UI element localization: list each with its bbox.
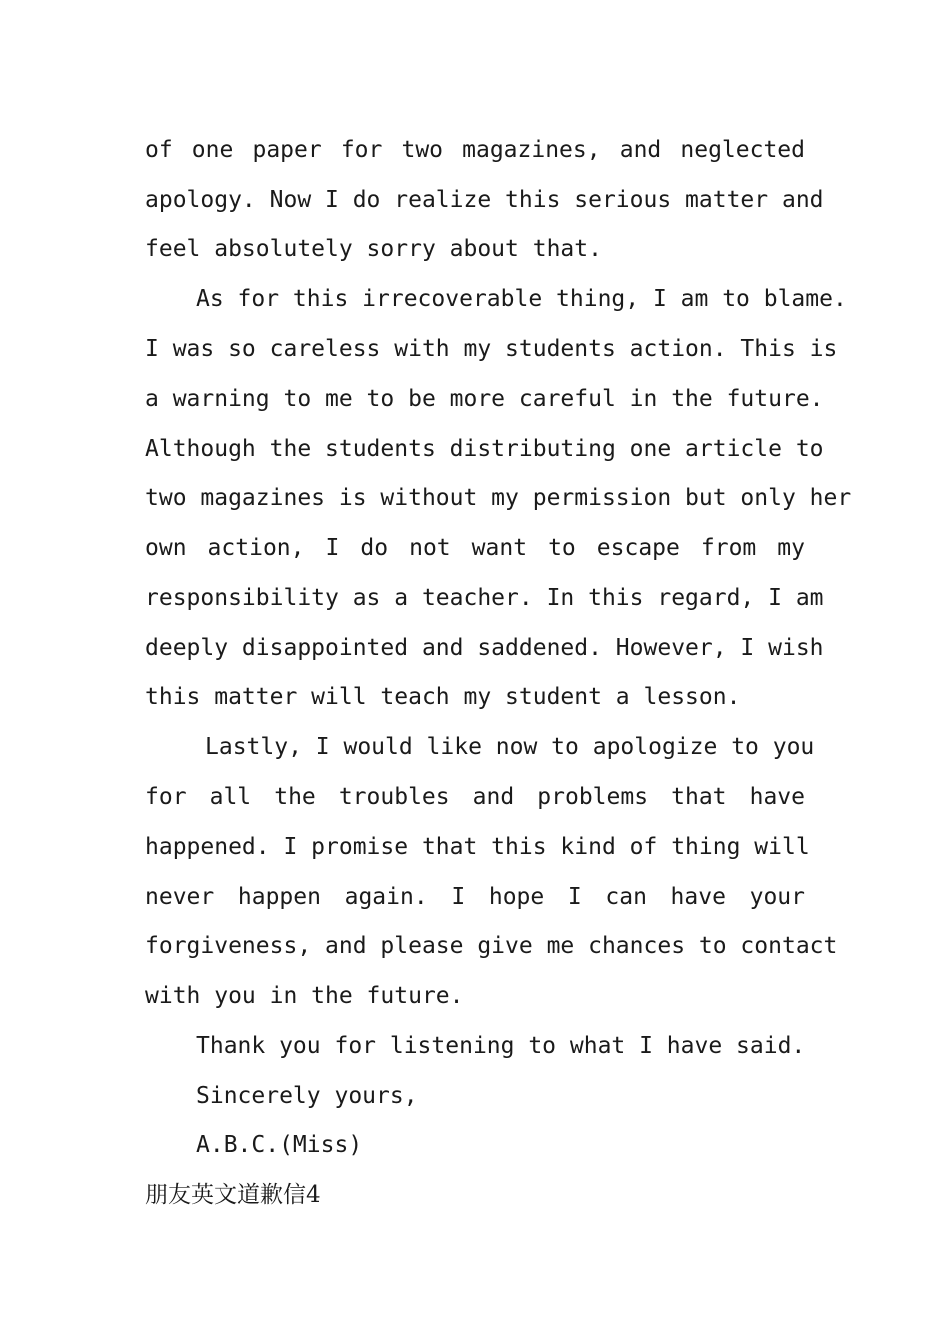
- paragraph-3-line-2: for all the troubles and problems that have: [145, 784, 805, 810]
- paragraph-3-line-1: Lastly, I would like now to apologize to you: [205, 734, 815, 760]
- paragraph-2-line-2: I was so careless with my students action. This is: [145, 336, 838, 362]
- paragraph-3-line-4: never happen again. I hope I can have your: [145, 884, 805, 910]
- paragraph-1-line-3: feel absolutely sorry about that.: [145, 236, 602, 262]
- paragraph-2-line-1: As for this irrecoverable thing, I am to blame.: [196, 286, 847, 312]
- paragraph-2-line-9: this matter will teach my student a lesson.: [145, 684, 741, 710]
- paragraph-2-line-3: a warning to me to be more careful in the future.: [145, 386, 824, 412]
- paragraph-2-line-7: responsibility as a teacher. In this regard, I am: [145, 585, 824, 611]
- paragraph-3-line-6: with you in the future.: [145, 983, 464, 1009]
- paragraph-2-line-5: two magazines is without my permission but only her: [145, 485, 852, 511]
- paragraph-2-line-4: Although the students distributing one article to: [145, 436, 824, 462]
- closing-thanks: Thank you for listening to what I have said.: [196, 1033, 806, 1059]
- paragraph-1-line-1: of one paper for two magazines, and neglected: [145, 137, 805, 163]
- paragraph-2-line-8: deeply disappointed and saddened. However, I wish: [145, 635, 824, 661]
- paragraph-3-line-5: forgiveness, and please give me chances to contact: [145, 933, 838, 959]
- paragraph-3-line-3: happened. I promise that this kind of thing will: [145, 834, 810, 860]
- paragraph-1-line-2: apology. Now I do realize this serious matter and: [145, 187, 824, 213]
- signature: A.B.C.(Miss): [196, 1132, 363, 1158]
- sign-off: Sincerely yours,: [196, 1083, 418, 1109]
- paragraph-2-line-6: own action, I do not want to escape from my: [145, 535, 805, 561]
- next-section-heading: 朋友英文道歉信4: [145, 1182, 321, 1208]
